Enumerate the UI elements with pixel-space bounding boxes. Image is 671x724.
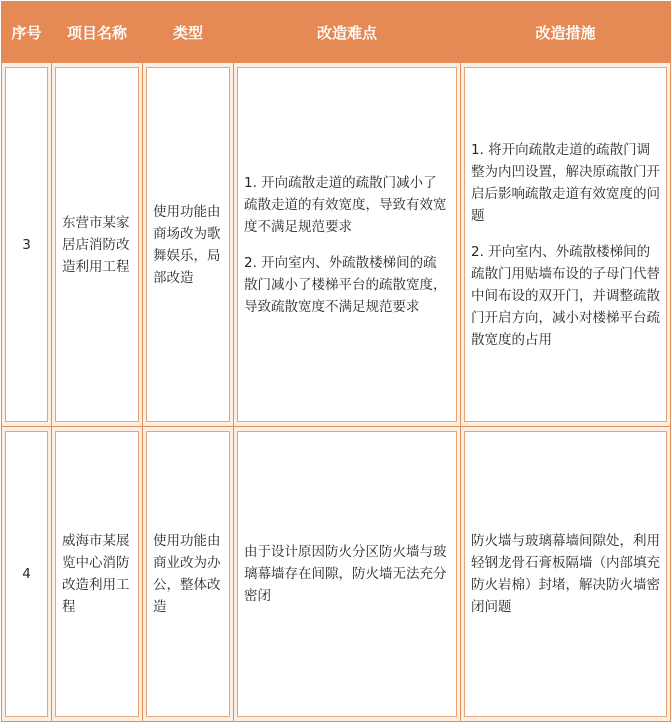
header-type: 类型 [143, 2, 234, 63]
table-header-row [2, 2, 671, 63]
renovation-table [1, 1, 671, 722]
measure-item: 防火墙与玻璃幕墙间隙处，利用轻钢龙骨石膏板隔墙（内部填充防火岩棉）封堵，解决防火墙密闭问题 [471, 533, 660, 615]
table-row [2, 63, 671, 427]
header-index: 序号 [2, 2, 52, 63]
difficulties-cell [234, 63, 461, 427]
row-index: 3 [22, 236, 31, 253]
type-cell [143, 63, 234, 427]
measures-cell [461, 63, 671, 427]
project-type: 使用功能由商场改为歌舞娱乐，局部改造 [153, 203, 221, 286]
header-difficulties: 改造难点 [234, 2, 461, 63]
measures-cell [461, 427, 671, 722]
header-project-name: 项目名称 [52, 2, 143, 63]
measure-item: 2. 开向室内、外疏散楼梯间的疏散门用贴墙布设的子母门代替中间布设的双开门，并调整疏散门开启方向，减小对楼梯平台疏散宽度的占用 [471, 243, 660, 348]
project-name: 东营市某家居店消防改造利用工程 [62, 214, 130, 275]
project-name: 威海市某展览中心消防改造利用工程 [62, 533, 130, 615]
measure-item: 1. 将开向疏散走道的疏散门调整为内凹设置，解决原疏散门开启后影响疏散走道有效宽度的问题 [471, 141, 660, 224]
difficulty-item: 1. 开向疏散走道的疏散门减小了疏散走道的有效宽度，导致有效宽度不满足规范要求 [244, 174, 447, 235]
difficulties-cell [234, 427, 461, 722]
project-name-cell [52, 63, 143, 427]
project-type: 使用功能由商业改为办公，整体改造 [153, 533, 221, 615]
row-index: 4 [22, 566, 31, 582]
project-name-cell [52, 427, 143, 722]
table-row [2, 427, 671, 722]
difficulty-item: 由于设计原因防火分区防火墙与玻璃幕墙存在间隙，防火墙无法充分密闭 [244, 544, 447, 604]
row-index-cell [2, 63, 52, 427]
header-measures: 改造措施 [461, 2, 671, 63]
difficulty-item: 2. 开向室内、外疏散楼梯间的疏散门减小了楼梯平台的疏散宽度，导致疏散宽度不满足规范要求 [244, 254, 447, 315]
type-cell [143, 427, 234, 722]
row-index-cell [2, 427, 52, 722]
